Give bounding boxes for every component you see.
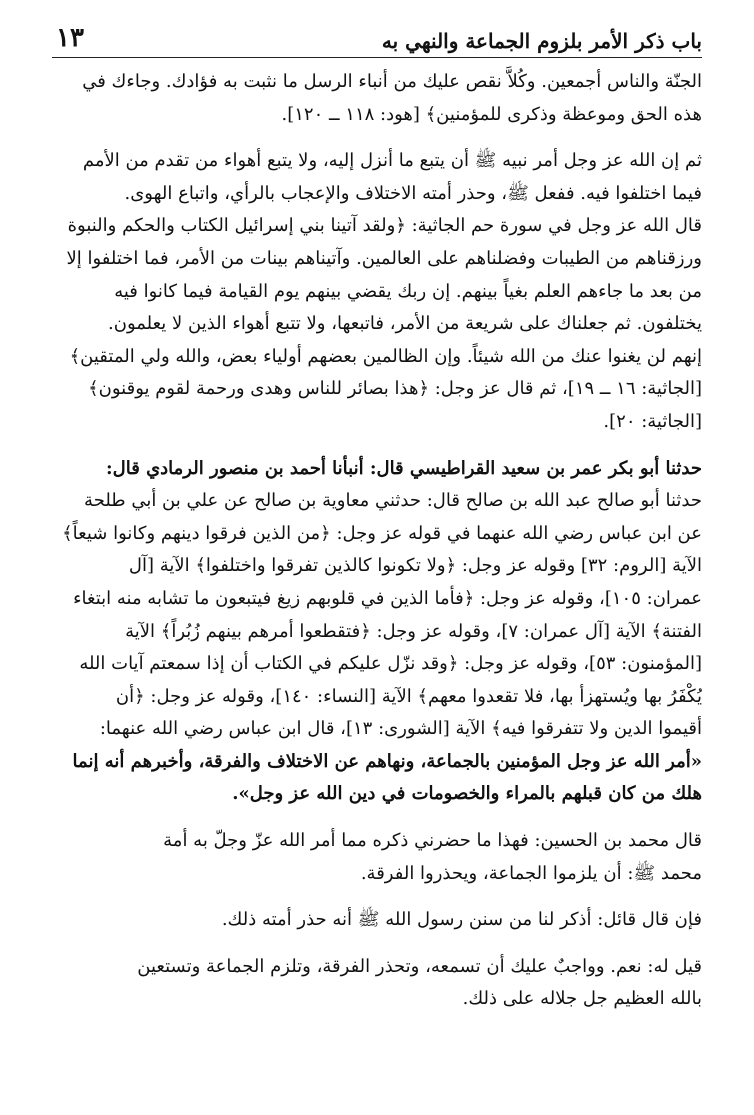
text-line: هذه الحق وموعظة وذكرى للمؤمنين﴾ [هود: ١١٨ ــ ١٢٠]. bbox=[281, 103, 702, 125]
paragraph-5 bbox=[52, 904, 702, 937]
text-line: إنهم لن يغنوا عنك من الله شيئاً. وإن الظالمين بعضهم أولياء بعض، والله ولي المتقين﴾ bbox=[69, 345, 702, 367]
text-line: [الجاثية: ٢٠]. bbox=[603, 410, 702, 432]
paragraph-6 bbox=[52, 951, 702, 1016]
text-line: قال محمد بن الحسين: فهذا ما حضرني ذكره مما أمر الله عزّ وجلّ به أمة bbox=[163, 830, 702, 852]
running-title: باب ذكر الأمر بلزوم الجماعة والنهي به bbox=[381, 29, 702, 53]
text-line: عن ابن عباس رضي الله عنهما في قوله عز وجل: ﴿من الذين فرقوا دينهم وكانوا شيعاً﴾ bbox=[62, 522, 702, 544]
text-line: حدثنا أبو صالح عبد الله بن صالح قال: حدثني معاوية بن صالح عن علي بن أبي طلحة bbox=[84, 490, 702, 512]
paragraph-3 bbox=[52, 453, 702, 812]
page-header bbox=[52, 18, 702, 58]
text-line: عمران: ١٠٥]، وقوله عز وجل: ﴿فأما الذين في قلوبهم زيغ فيتبعون ما تشابه منه ابتغاء bbox=[73, 587, 702, 609]
text-line: الآية [الروم: ٣٢] وقوله عز وجل: ﴿ولا تكونوا كالذين تفرقوا واختلفوا﴾ الآية [آل bbox=[128, 555, 702, 577]
text-line: الفتنة﴾ الآية [آل عمران: ٧]، وقوله عز وجل: ﴿فتقطعوا أمرهم بينهم زُبُراً﴾ الآية bbox=[125, 620, 702, 642]
text-line: قال الله عز وجل في سورة حم الجاثية: ﴿ولقد آتينا بني إسرائيل الكتاب والحكم والنبوة bbox=[67, 215, 702, 237]
text-line: بالله العظيم جل جلاله على ذلك. bbox=[462, 988, 702, 1010]
text-line: حدثنا أبو بكر عمر بن سعيد القراطيسي قال: أنبأنا أحمد بن منصور الرمادي قال: bbox=[106, 457, 702, 479]
book-page bbox=[52, 18, 702, 1016]
paragraph-4 bbox=[52, 825, 702, 890]
text-line: فإن قال قائل: أذكر لنا من سنن رسول الله ﷺ أنه حذر أمته ذلك. bbox=[221, 909, 702, 931]
page-number: ١٣ bbox=[56, 23, 84, 53]
paragraph-2 bbox=[52, 145, 702, 438]
text-line: يُكْفَرُ بها ويُستهزأ بها، فلا تقعدوا معهم﴾ الآية [النساء: ١٤٠]، وقوله عز وجل: ﴿أن bbox=[115, 685, 702, 707]
text-line: [الجاثية: ١٦ ــ ١٩]، ثم قال عز وجل: ﴿هذا بصائر للناس وهدى ورحمة لقوم يوقنون﴾ bbox=[88, 378, 702, 400]
text-line: ثم إن الله عز وجل أمر نبيه ﷺ أن يتبع ما أنزل إليه، ولا يتبع أهواء من تقدم من الأمم bbox=[82, 150, 702, 172]
text-line: هلك من كان قبلهم بالمراء والخصومات في دين الله عز وجل». bbox=[232, 783, 702, 805]
text-line: من بعد ما جاءهم العلم بغياً بينهم. إن ربك يقضي بينهم يوم القيامة فيما كانوا فيه bbox=[114, 280, 702, 302]
text-line: فيما اختلفوا فيه. ففعل ﷺ، وحذر أمته الاختلاف والإعجاب بالرأي، واتباع الهوى. bbox=[124, 182, 702, 204]
text-line: محمد ﷺ: أن يلزموا الجماعة، ويحذروا الفرقة. bbox=[360, 862, 702, 884]
text-line: يختلفون. ثم جعلناك على شريعة من الأمر، فاتبعها، ولا تتبع أهواء الذين لا يعلمون. bbox=[108, 313, 702, 335]
text-line: أقيموا الدين ولا تتفرقوا فيه﴾ الآية [الشورى: ١٣]، قال ابن عباس رضي الله عنهما: bbox=[99, 718, 702, 740]
text-line: «أمر الله عز وجل المؤمنين بالجماعة، ونهاهم عن الاختلاف والفرقة، وأخبرهم أنه إنما bbox=[72, 750, 702, 772]
text-line: الجنّة والناس أجمعين. وكُلاًّ نقص عليك من أنباء الرسل ما نثبت به فؤادك. وجاءك في bbox=[82, 71, 702, 92]
text-line: [المؤمنون: ٥٣]، وقوله عز وجل: ﴿وقد نزّل عليكم في الكتاب أن إذا سمعتم آيات الله bbox=[79, 653, 702, 675]
text-line: قيل له: نعم. وواجبٌ عليك أن تسمعه، وتحذر الفرقة، وتلزم الجماعة وتستعين bbox=[137, 955, 702, 977]
paragraph-1 bbox=[52, 66, 702, 131]
body-text bbox=[52, 66, 702, 1016]
text-line: ورزقناهم من الطيبات وفضلناهم على العالمين. وآتيناهم بينات من الأمر، فما اختلفوا إلا bbox=[66, 247, 702, 269]
